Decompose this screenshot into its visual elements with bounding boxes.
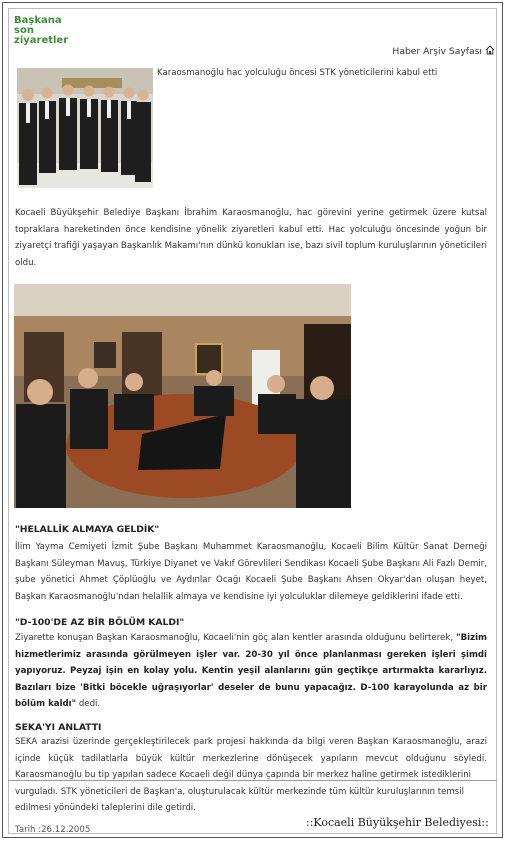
section-text-seka: SEKA arazisi üzerinde gerçekleştirilecek park projesi hakkında da bilgi veren Başkan Karaosmanoğlu, arazi içinde küçük tadilatlarla büyük kültür merkezlerine dönüşecek yapıların mevcut olduğunu söyledi. Karaosmanoğlu bu tip yapılan sadece Kocaeli değil dünya çapında bir merkez haline getirmek istediklerini bbox=[15, 737, 487, 780]
logo-line-2: son bbox=[14, 25, 34, 36]
section-text-d100 bbox=[15, 630, 487, 713]
site-logo[interactable] bbox=[14, 16, 68, 46]
visitors-group-photo bbox=[17, 68, 153, 188]
photo-caption: Karaosmanoğlu hac yolculuğu öncesi STK yöneticilerini kabul etti bbox=[157, 68, 438, 78]
continuation-text: vurguladı. STK yöneticileri de Başkan'a, oluşturulacak kültür merkezinde tüm kültür kuruluşlarının temsil edilmesi yönündeki taleplerini dile getirdi. bbox=[15, 787, 465, 813]
section-text-helallik: İlim Yayma Cemiyeti İzmit Şube Başkanı Muhammet Karaosmanoğlu, Kocaeli Bilim Kültür Sanat Derneği Başkanı Süleyman Mavuş, Türkiye Diyanet ve Vakıf Görevlileri Sendikası Kocaeli Şube Başkanı Ali Fazlı Demir, şube yönetici Ahmet Çöplüoğlu ve Aydınlar Ocağı Kocaeli Şube Başkanı Ahsen Okyar'dan oluşan heyet, Başkan Karaosmanoğlu'ndan helallik almaya ve kendisine iyi yolculuklar dilemeye geldiklerini ifade etti. bbox=[15, 542, 487, 602]
logo-line-1: Başkana bbox=[14, 15, 62, 26]
section-heading-d100: "D-100'DE AZ BİR BÖLÜM KALDI" bbox=[15, 617, 185, 628]
archive-link[interactable] bbox=[392, 45, 495, 58]
d100-closing-text: dedi. bbox=[76, 699, 101, 709]
divider bbox=[8, 780, 497, 781]
section-heading-helallik: "HELALLİK ALMAYA GELDİK" bbox=[15, 524, 160, 535]
article-date: Tarih :26.12.2005 bbox=[15, 825, 91, 835]
d100-intro-text: Ziyarette konuşan Başkan Karaosmanoğlu, Kocaeli'nin göç alan kentler arasında olduğunu belirterek, bbox=[15, 633, 457, 643]
footer-brand: ::Kocaeli Büyükşehir Belediyesi:: bbox=[306, 816, 489, 829]
intro-paragraph: Kocaeli Büyükşehir Belediye Başkanı İbrahim Karaosmanoğlu, hac görevini yerine getirmek üzere kutsal topraklara hareketinden önce kendisine yönelik ziyaretleri kabul etti. Hac yolculuğu öncesinde yoğun bir ziyaretçi trafiği yaşayan Başkanlık Makamı'nın dünkü konukları ise, bazı sivil toplum kuruluşlarının yöneticileri oldu. bbox=[15, 208, 487, 268]
archive-label: Haber Arşiv Sayfası bbox=[392, 46, 482, 57]
logo-line-3: ziyaretler bbox=[14, 35, 69, 46]
meeting-room-photo bbox=[14, 284, 351, 508]
section-heading-seka: SEKA'YI ANLATTI bbox=[15, 722, 102, 733]
home-icon bbox=[485, 45, 495, 58]
d100-quote: "Bizim hizmetlerimiz arasında görülmeyen işler var. 20-30 yıl önce planlanması gereken işleri şimdi yapıyoruz. Peyzaj işin en kolay yolu. Kentin yeşil alanlarını gün geçtikçe artırmakta kararlıyız. Bazıları bize 'Bitki böcekle uğraşıyorlar' deseler de bunu yapacağız. D-100 karayolunda az bir bölüm kaldı" bbox=[15, 633, 487, 709]
